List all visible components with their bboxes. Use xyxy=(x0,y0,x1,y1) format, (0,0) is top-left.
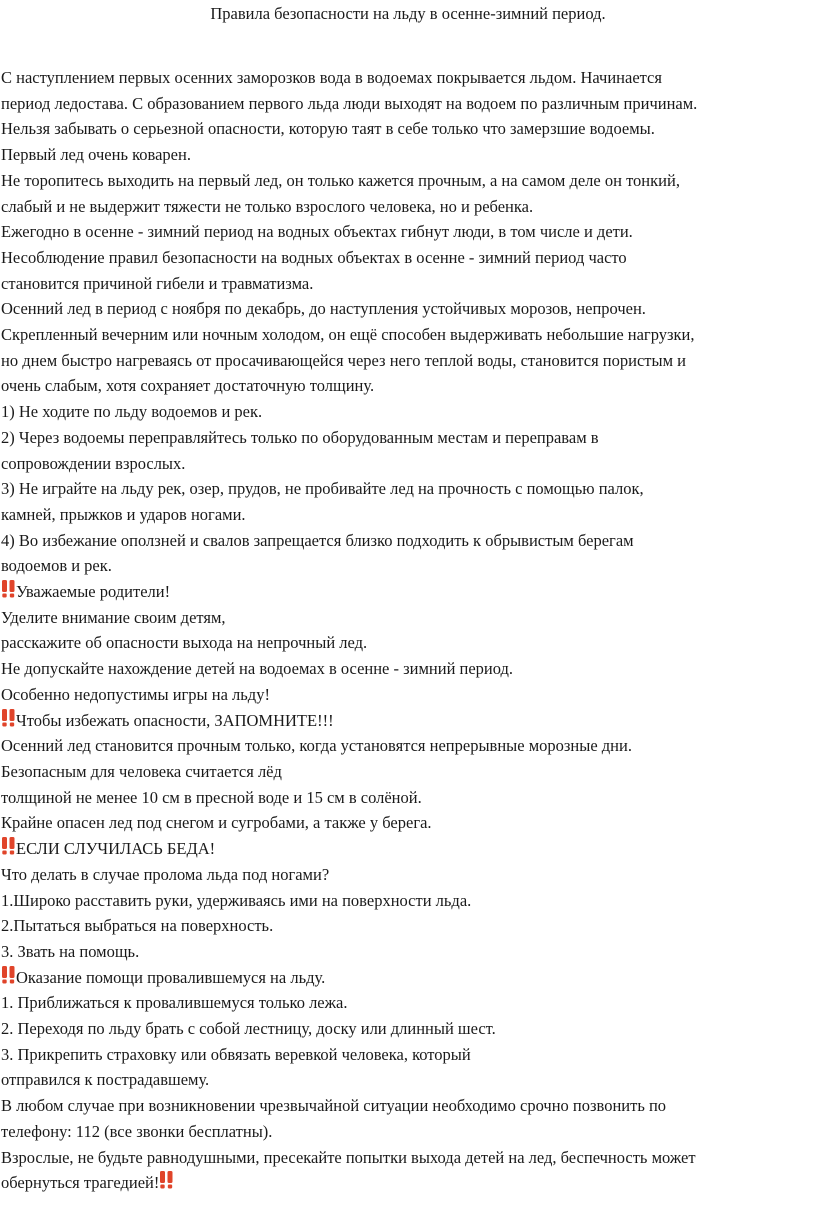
help-heading-text: Оказание помощи провалившемуся на льду. xyxy=(16,967,326,987)
text-line: Уделите внимание своим детям, xyxy=(1,607,226,627)
double-exclamation-icon xyxy=(1,709,16,727)
remember-heading xyxy=(1,708,813,734)
text-line: 1.Широко расставить руки, удерживаясь ими на поверхности льда. xyxy=(1,890,472,910)
text-line: Нельзя забывать о серьезной опасности, которую таят в себе только что замерзшие водоемы. xyxy=(1,119,655,139)
text-line: Несоблюдение правил безопасности на водных объектах в осенне - зимний период часто xyxy=(1,247,627,267)
text-line: 3. Прикрепить страховку или обвязать веревкой человека, который xyxy=(1,1044,471,1064)
text-line: Что делать в случае пролома льда под ногами? xyxy=(1,864,330,884)
text-line: 2. Переходя по льду брать с собой лестницу, доску или длинный шест. xyxy=(1,1019,496,1039)
page-title: Правила безопасности на льду в осенне-зимний период. xyxy=(210,4,606,23)
text-line: Первый лед очень коварен. xyxy=(1,145,191,165)
text-line: Взрослые, не будьте равнодушными, пресекайте попытки выхода детей на лед, беспечность может xyxy=(1,1147,696,1167)
emergency-heading-text: ЕСЛИ СЛУЧИЛАСЬ БЕДА! xyxy=(16,839,216,859)
rule-item-4: 4) Во избежание оползней и свалов запрещается близко подходить к обрывистым берегам xyxy=(1,530,634,550)
text-line: период ледостава. С образованием первого льда люди выходят на водоем по различным причинам. xyxy=(1,93,698,113)
text-line: отправился к пострадавшему. xyxy=(1,1070,210,1090)
double-exclamation-icon xyxy=(1,966,16,984)
double-exclamation-icon xyxy=(159,1171,174,1189)
text-line: телефону: 112 (все звонки бесплатны). xyxy=(1,1121,273,1141)
text-line: 2.Пытаться выбраться на поверхность. xyxy=(1,916,274,936)
help-heading xyxy=(1,965,813,991)
parents-heading xyxy=(1,579,813,605)
text-line: 3. Звать на помощь. xyxy=(1,941,140,961)
text-line: Особенно недопустимы игры на льду! xyxy=(1,684,270,704)
final-line xyxy=(1,1170,813,1196)
text-line: камней, прыжков и ударов ногами. xyxy=(1,504,246,524)
text-line: толщиной не менее 10 см в пресной воде и 15 см в солёной. xyxy=(1,787,422,807)
text-line: становится причиной гибели и травматизма. xyxy=(1,273,314,293)
text-line: 1. Приближаться к провалившемуся только лежа. xyxy=(1,993,348,1013)
text-line: расскажите об опасности выхода на непрочный лед. xyxy=(1,633,368,653)
text-line: Не допускайте нахождение детей на водоемах в осенне - зимний период. xyxy=(1,659,514,679)
text-line: очень слабым, хотя сохраняет достаточную толщину. xyxy=(1,376,375,396)
text-line: Осенний лед в период с ноября по декабрь, до наступления устойчивых морозов, непрочен. xyxy=(1,299,646,319)
double-exclamation-icon xyxy=(1,580,16,598)
text-line: В любом случае при возникновении чрезвычайной ситуации необходимо срочно позвонить по xyxy=(1,1096,667,1116)
text-line: Безопасным для человека считается лёд xyxy=(1,761,282,781)
text-line: С наступлением первых осенних заморозков вода в водоемах покрывается льдом. Начинается xyxy=(1,68,662,87)
rule-item-1: 1) Не ходите по льду водоемов и рек. xyxy=(1,402,263,422)
text-line: Скрепленный вечерним или ночным холодом, он ещё способен выдерживать небольшие нагрузки, xyxy=(1,325,695,345)
document-body xyxy=(1,65,813,1196)
text-line: Осенний лед становится прочным только, когда установятся непрерывные морозные дни. xyxy=(1,736,632,756)
double-exclamation-icon xyxy=(1,837,16,855)
text-line: Не торопитесь выходить на первый лед, он только кажется прочным, а на самом деле он тонкий, xyxy=(1,170,680,190)
rule-item-2: 2) Через водоемы переправляйтесь только по оборудованным местам и переправам в xyxy=(1,427,599,447)
parents-heading-text: Уважаемые родители! xyxy=(16,582,171,602)
remember-heading-text: Чтобы избежать опасности, ЗАПОМНИТЕ!!! xyxy=(16,710,334,730)
text-line: но днем быстро нагреваясь от просачивающейся через него теплой воды, становится пористым и xyxy=(1,350,686,370)
text-line: водоемов и рек. xyxy=(1,556,112,576)
final-line-text: обернуться трагедией! xyxy=(1,1173,160,1193)
text-line: сопровождении взрослых. xyxy=(1,453,186,473)
emergency-heading xyxy=(1,836,813,862)
text-line: слабый и не выдержит тяжести не только взрослого человека, но и ребенка. xyxy=(1,196,534,216)
text-line: Крайне опасен лед под снегом и сугробами, а также у берега. xyxy=(1,813,432,833)
text-line: Ежегодно в осенне - зимний период на водных объектах гибнут люди, в том числе и дети. xyxy=(1,222,633,242)
rule-item-3: 3) Не играйте на льду рек, озер, прудов, не пробивайте лед на прочность с помощью палок, xyxy=(1,479,644,499)
